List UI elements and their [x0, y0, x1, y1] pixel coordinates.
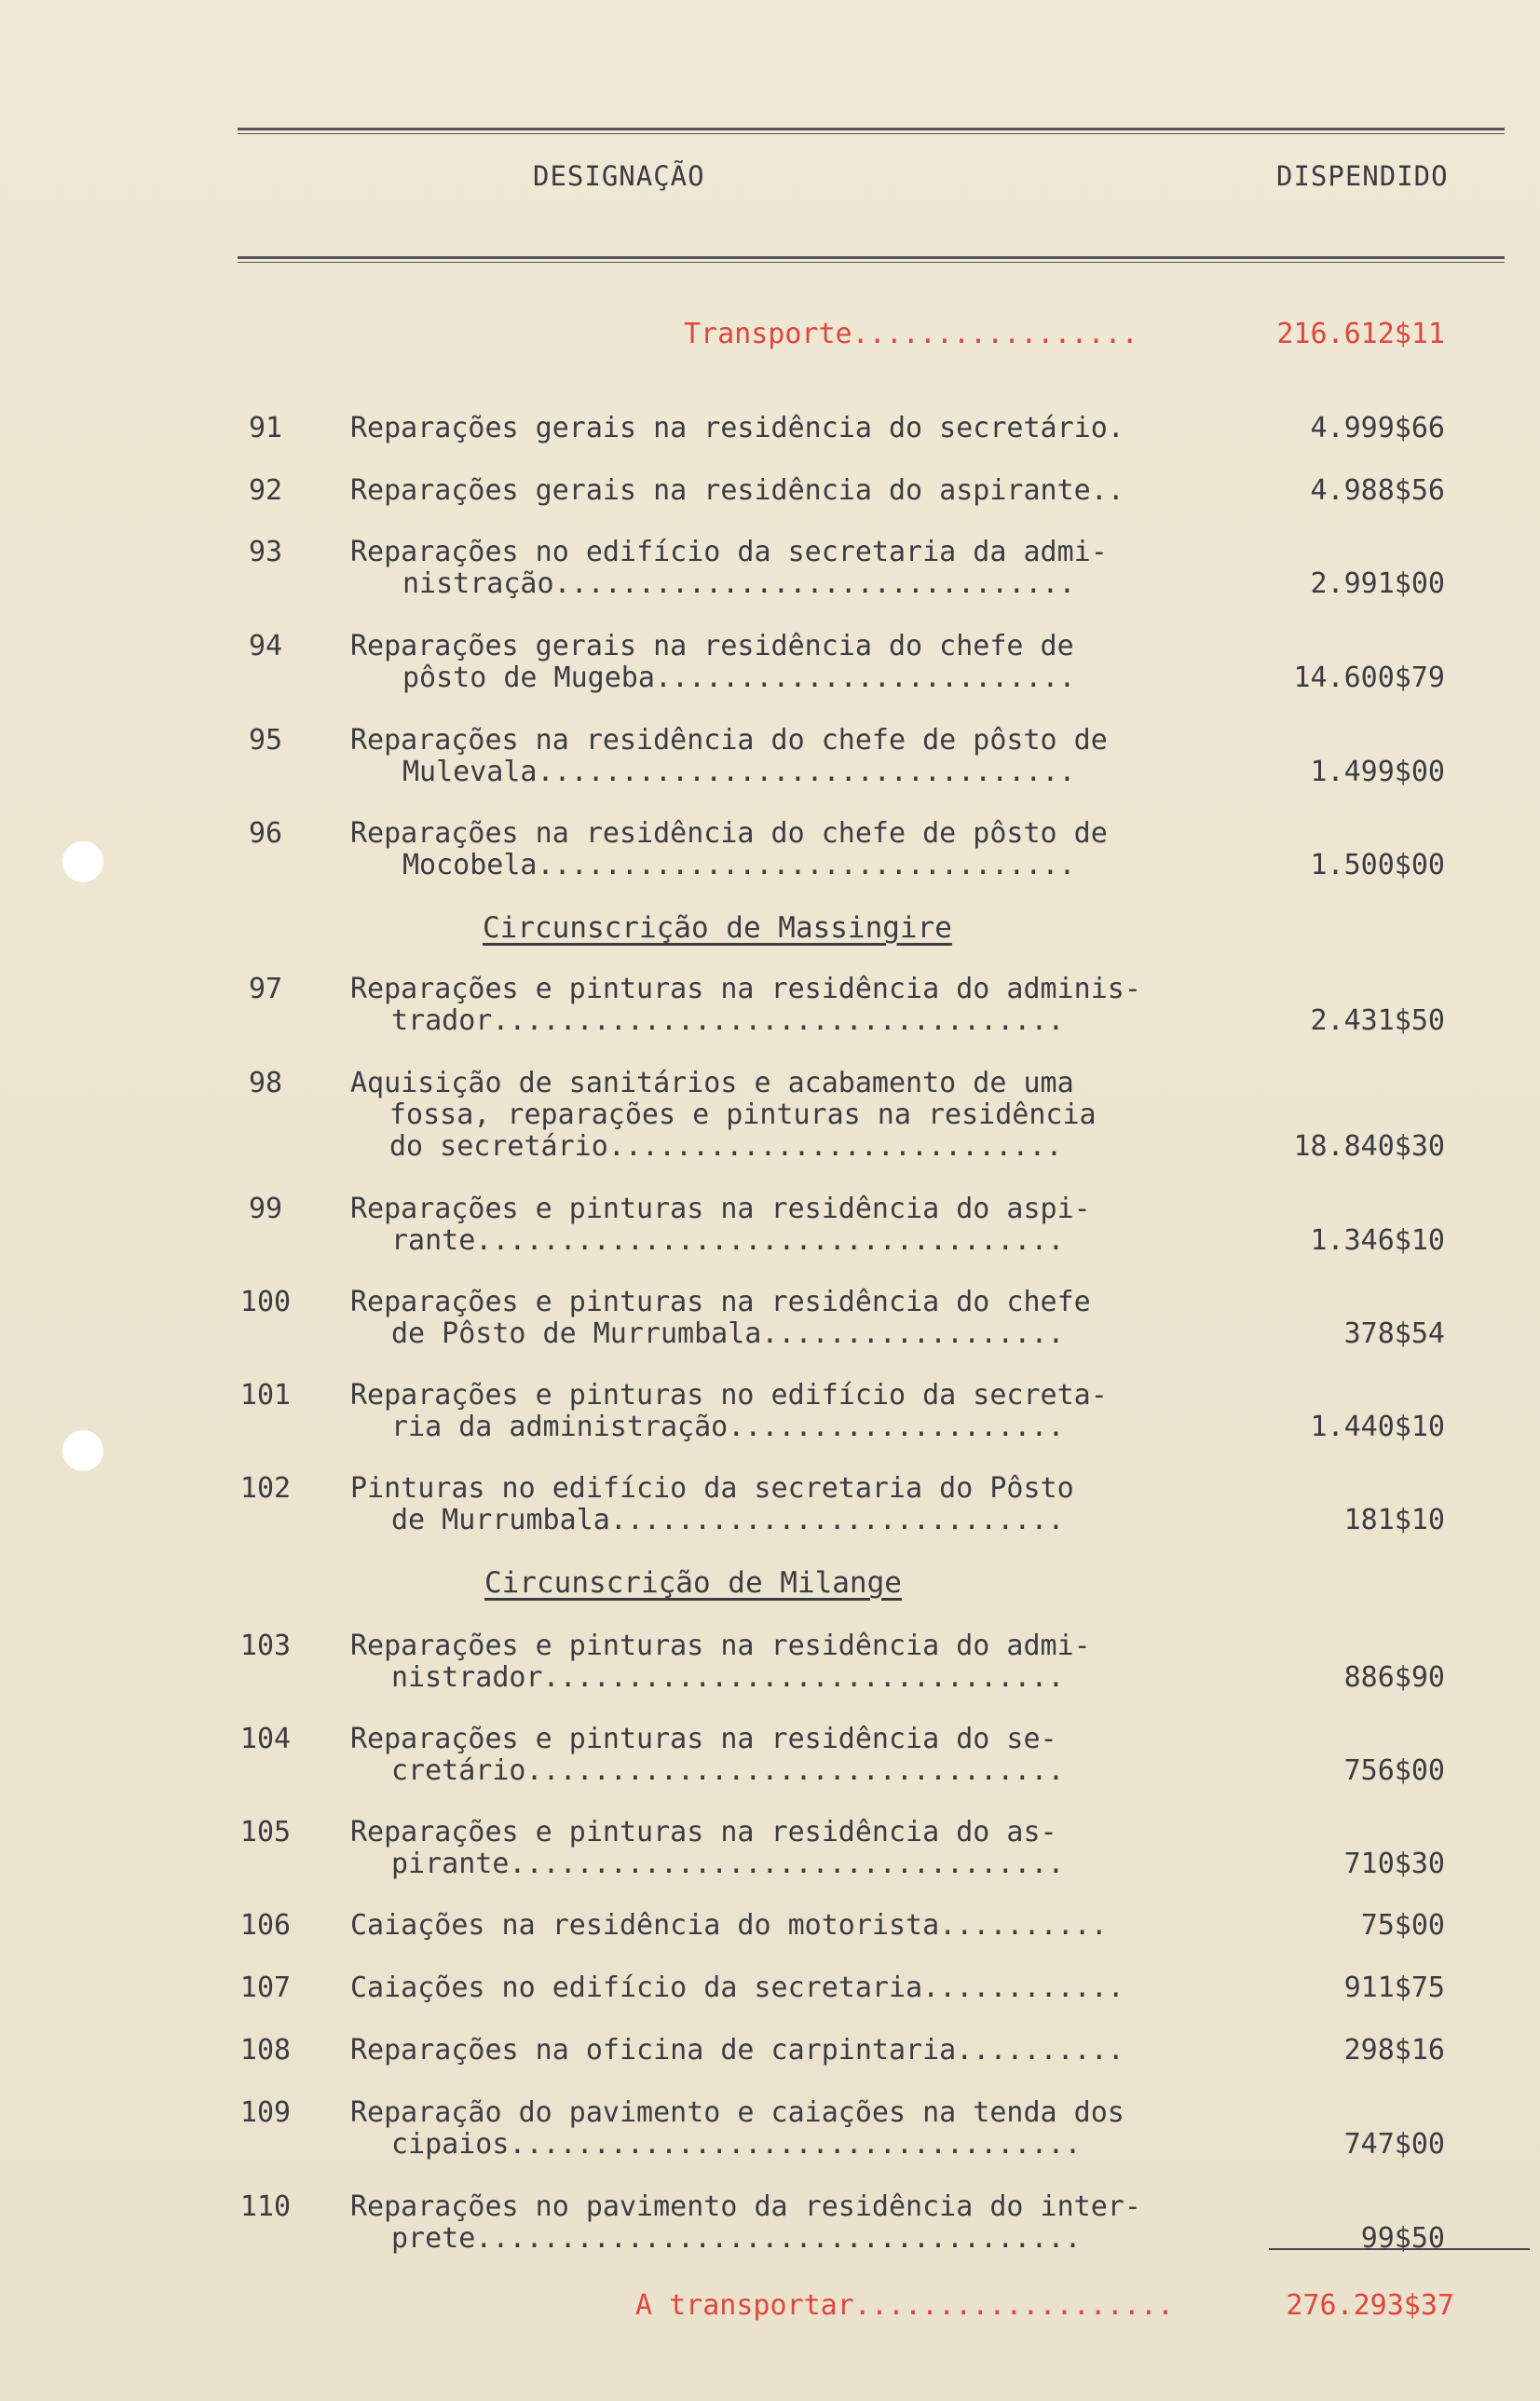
entry-description: Reparações e pinturas na residência do adminis- — [350, 973, 1141, 1005]
entry-description-cont: pôsto de Mugeba......................... — [402, 662, 1076, 694]
entry-value: 1.440$10 — [1310, 1411, 1445, 1443]
punch-hole — [62, 1430, 103, 1471]
entry-number: 98 — [248, 1067, 283, 1099]
entry-description-cont: do secretário........................... — [389, 1130, 1063, 1163]
total-rule — [1269, 2248, 1530, 2250]
header-bottom-rule-thin — [238, 262, 1505, 263]
entry-number: 107 — [239, 1971, 292, 2004]
entry-description: Reparações e pinturas no edifício da secreta- — [350, 1379, 1108, 1412]
entry-number: 93 — [248, 536, 283, 568]
entry-value: 298$16 — [1343, 2034, 1445, 2067]
entry-number: 104 — [239, 1723, 292, 1755]
top-rule-thin — [238, 133, 1505, 134]
entry-description: Pinturas no edifício da secretaria do Pôsto — [350, 1472, 1074, 1505]
entry-description: Reparações e pinturas na residência do aspi- — [350, 1193, 1091, 1225]
entry-description: Reparações na residência do chefe de pôsto de — [350, 817, 1108, 850]
entry-description-cont: fossa, reparações e pinturas na residência — [389, 1098, 1097, 1131]
entry-value: 2.991$00 — [1310, 567, 1445, 600]
entry-description-cont: nistração............................... — [402, 567, 1076, 600]
header-bottom-rule — [238, 256, 1505, 259]
top-rule — [238, 128, 1505, 130]
entry-value: 1.346$10 — [1310, 1224, 1445, 1257]
entry-value: 181$10 — [1343, 1504, 1445, 1536]
punch-hole — [62, 841, 103, 882]
entry-number: 100 — [239, 1286, 292, 1318]
entry-value: 1.500$00 — [1310, 849, 1445, 881]
entry-description-cont: Mulevala................................ — [402, 756, 1076, 788]
entry-description: Aquisição de sanitários e acabamento de uma — [350, 1067, 1074, 1099]
entry-number: 99 — [248, 1193, 283, 1225]
entry-value: 378$54 — [1343, 1317, 1445, 1350]
entry-description: Reparações e pinturas na residência do as- — [350, 1816, 1057, 1848]
entry-number: 102 — [239, 1472, 292, 1505]
entry-description-cont: trador.................................. — [391, 1004, 1065, 1037]
entry-value: 4.999$66 — [1310, 412, 1445, 444]
entry-value: 99$50 — [1360, 2222, 1445, 2255]
entry-number: 97 — [248, 973, 283, 1005]
a-transportar-value: 276.293$37 — [1286, 2289, 1454, 2322]
entry-value: 2.431$50 — [1310, 1004, 1445, 1037]
entry-description: Reparações e pinturas na residência do admi- — [350, 1630, 1091, 1662]
entry-description-cont: prete.................................... — [391, 2222, 1082, 2255]
section-title-massingire: Circunscrição de Massingire — [483, 911, 952, 945]
entry-description-cont: ria da administração.................... — [391, 1411, 1065, 1443]
header-dispendido: DISPENDIDO — [1276, 160, 1449, 192]
entry-description: Reparações gerais na residência do chefe de — [350, 630, 1074, 662]
entry-description: Reparações e pinturas na residência do chefe — [350, 1286, 1091, 1318]
entry-description-cont: nistrador............................... — [391, 1661, 1065, 1694]
entry-value: 756$00 — [1343, 1754, 1445, 1787]
entry-description-cont: rante................................... — [391, 1224, 1065, 1257]
entry-description-cont: cretário................................ — [391, 1754, 1065, 1787]
entry-number: 95 — [248, 724, 283, 757]
entry-number: 106 — [239, 1909, 292, 1942]
entry-value: 4.988$56 — [1310, 474, 1445, 507]
entry-description-cont: cipaios.................................. — [391, 2128, 1082, 2161]
entry-description-cont: de Pôsto de Murrumbala.................. — [391, 1317, 1065, 1350]
entry-value: 886$90 — [1343, 1661, 1445, 1694]
a-transportar-label: A transportar................... — [635, 2289, 1174, 2322]
entry-number: 91 — [248, 412, 283, 444]
entry-number: 96 — [248, 817, 283, 850]
entry-number: 109 — [239, 2096, 292, 2129]
entry-value: 1.499$00 — [1310, 756, 1445, 788]
entry-description: Reparações no edifício da secretaria da admi- — [350, 536, 1108, 568]
entry-value: 911$75 — [1343, 1971, 1445, 2004]
entry-description: Reparações e pinturas na residência do se- — [350, 1723, 1057, 1755]
entry-number: 92 — [248, 474, 283, 507]
transporte-label: Transporte................. — [684, 318, 1138, 350]
entry-number: 108 — [239, 2034, 292, 2067]
entry-description: Reparações gerais na residência do aspirante.. — [350, 474, 1124, 507]
entry-description: Reparações gerais na residência do secretário. — [350, 412, 1124, 444]
entry-number: 101 — [239, 1379, 292, 1412]
entry-description-cont: Mocobela................................ — [402, 849, 1076, 881]
entry-description: Reparações no pavimento da residência do inter- — [350, 2190, 1141, 2223]
entry-description-cont: de Murrumbala........................... — [391, 1504, 1065, 1536]
entry-number: 94 — [248, 630, 283, 662]
entry-value: 14.600$79 — [1293, 662, 1445, 694]
entry-value: 75$00 — [1360, 1909, 1445, 1942]
entry-description-cont: pirante................................. — [391, 1848, 1065, 1880]
entry-number: 110 — [239, 2190, 292, 2223]
entry-value: 747$00 — [1343, 2128, 1445, 2161]
entry-description: Caiações no edifício da secretaria............ — [350, 1971, 1124, 2004]
header-designacao: DESIGNAÇÃO — [533, 160, 705, 192]
entry-description: Reparações na residência do chefe de pôsto de — [350, 724, 1108, 757]
entry-description: Reparações na oficina de carpintaria.......... — [350, 2034, 1124, 2067]
entry-value: 710$30 — [1343, 1848, 1445, 1880]
section-title-milange: Circunscrição de Milange — [484, 1566, 902, 1600]
transporte-value: 216.612$11 — [1276, 318, 1445, 350]
entry-value: 18.840$30 — [1293, 1130, 1445, 1163]
entry-description: Reparação do pavimento e caiações na tenda dos — [350, 2096, 1124, 2129]
entry-number: 105 — [239, 1816, 292, 1848]
entry-number: 103 — [239, 1630, 292, 1662]
entry-description: Caiações na residência do motorista.......... — [350, 1909, 1108, 1942]
